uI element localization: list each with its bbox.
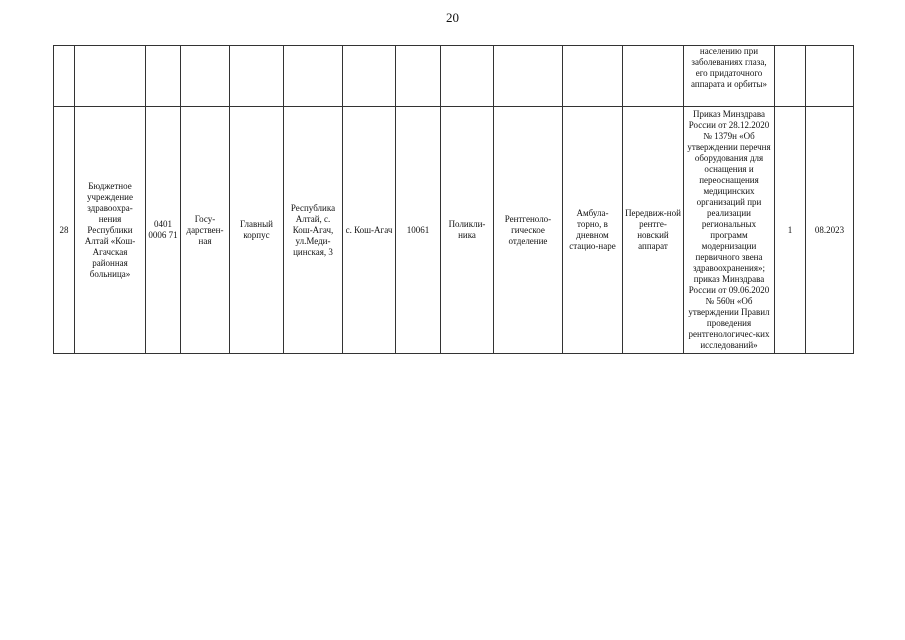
cell-department: Рентгеноло-гическое отделение	[494, 107, 563, 354]
cell-empty	[494, 46, 563, 107]
cell-empty	[563, 46, 623, 107]
cell-equipment: Передвиж-ной рентге-новский аппарат	[623, 107, 684, 354]
cell-basis-continuation: населению при заболеваниях глаза, его придаточного аппарата и орбиты»	[684, 46, 775, 107]
cell-empty	[441, 46, 494, 107]
cell-empty	[230, 46, 284, 107]
cell-locality-code: 10061	[396, 107, 441, 354]
cell-locality: с. Кош-Агач	[343, 107, 396, 354]
cell-empty	[181, 46, 230, 107]
cell-empty	[623, 46, 684, 107]
equipment-table	[53, 45, 854, 354]
cell-code: 0401 0006 71	[146, 107, 181, 354]
cell-quantity: 1	[775, 107, 806, 354]
cell-empty	[75, 46, 146, 107]
cell-organization: Бюджетное учреждение здравоохра-нения Республики Алтай «Кош-Агачская районная больница»	[75, 107, 146, 354]
cell-number: 28	[54, 107, 75, 354]
cell-division: Поликли-ника	[441, 107, 494, 354]
page-number: 20	[446, 10, 459, 25]
cell-empty	[146, 46, 181, 107]
table-row-continuation	[54, 46, 854, 107]
cell-basis: Приказ Минздрава России от 28.12.2020 № 1379н «Об утверждении перечня оборудования для оснащения и переоснащения медицинских организаций при реализации региональных программ модернизации первичного звена здравоохранения»; приказ Минздрава России от 09.06.2020 № 560н «Об утверждении Правил проведения рентгенологичес-ких исследований»	[684, 107, 775, 354]
cell-empty	[343, 46, 396, 107]
cell-empty	[396, 46, 441, 107]
cell-address: Республика Алтай, с. Кош-Агач, ул.Меди-цинская, 3	[284, 107, 343, 354]
table-row	[54, 107, 854, 354]
cell-building: Главный корпус	[230, 107, 284, 354]
cell-empty	[806, 46, 854, 107]
cell-ownership: Госу-дарствен-ная	[181, 107, 230, 354]
cell-empty	[284, 46, 343, 107]
cell-date: 08.2023	[806, 107, 854, 354]
cell-empty	[54, 46, 75, 107]
cell-empty	[775, 46, 806, 107]
cell-care-form: Амбула-торно, в дневном стацио-наре	[563, 107, 623, 354]
